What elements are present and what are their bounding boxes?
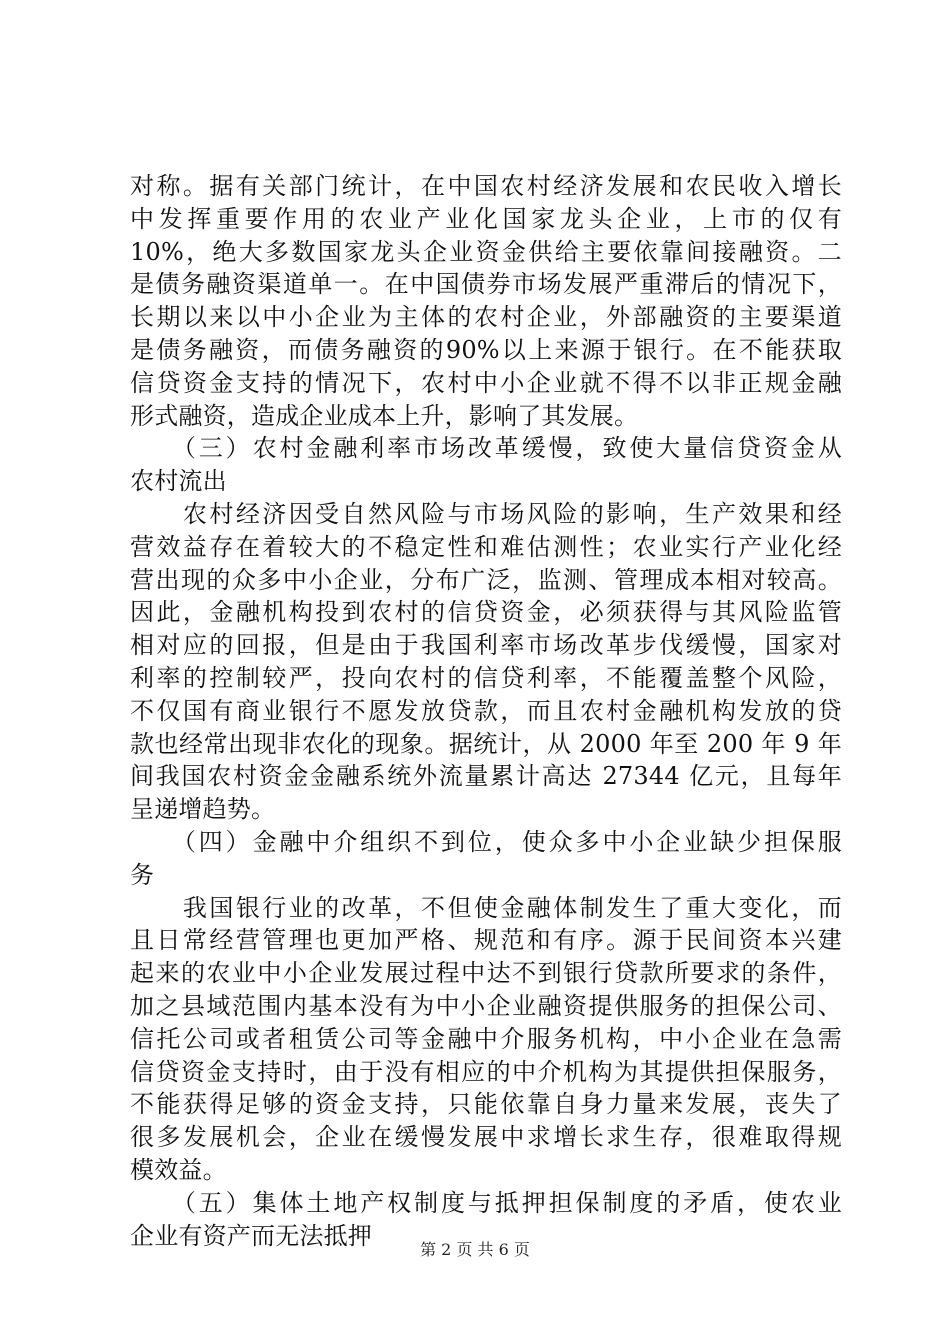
text-line: 因此，金融机构投到农村的信贷资金，必须获得与其风险监管: [130, 598, 842, 627]
text-line: 农村流出: [130, 467, 227, 496]
text-line: （四）金融中介组织不到位，使众多中小企业缺少担保服: [130, 827, 842, 856]
text-line: 农村经济因受自然风险与市场风险的影响，生产效果和经: [130, 499, 842, 528]
text-line: 很多发展机会，企业在缓慢发展中求增长求生存，很难取得规: [130, 1123, 842, 1152]
text-line: 营出现的众多中小企业，分布广泛，监测、管理成本相对较高。: [130, 565, 842, 594]
text-line: 信贷资金支持时，由于没有相应的中介机构为其提供担保服务，: [130, 1057, 842, 1086]
text-line: 中发挥重要作用的农业产业化国家龙头企业，上市的仅有: [130, 204, 842, 233]
text-line: 形式融资，造成企业成本上升，影响了其发展。: [130, 401, 639, 430]
text-line: 利率的控制较严，投向农村的信贷利率，不能覆盖整个风险，: [130, 663, 842, 692]
text-line: 模效益。: [130, 1155, 227, 1184]
page-footer: 第 2 页 共 6 页: [420, 1240, 530, 1259]
text-line: 加之县域范围内基本没有为中小企业融资提供服务的担保公司、: [130, 991, 842, 1020]
text-line: （五）集体土地产权制度与抵押担保制度的矛盾，使农业: [130, 1188, 842, 1217]
text-line: 间我国农村资金金融系统外流量累计高达 27344 亿元，且每年: [130, 762, 842, 791]
text-line: 款也经常出现非农化的现象。据统计，从 2000 年至 200 年 9 年: [130, 729, 842, 758]
text-line: （三）农村金融利率市场改革缓慢，致使大量信贷资金从: [130, 434, 842, 463]
document-body: [130, 170, 842, 1252]
text-line: 不能获得足够的资金支持，只能依靠自身力量来发展，丧失了: [130, 1090, 842, 1119]
text-line: 企业有资产而无法抵押: [130, 1221, 372, 1250]
text-line: 且日常经营管理也更加严格、规范和有序。源于民间资本兴建: [130, 926, 842, 955]
text-line: 10%，绝大多数国家龙头企业资金供给主要依靠间接融资。二: [130, 237, 842, 266]
text-line: 是债务融资渠道单一。在中国债券市场发展严重滞后的情况下，: [130, 270, 842, 299]
text-line: 是债务融资，而债务融资的90%以上来源于银行。在不能获取: [130, 335, 842, 364]
text-line: 相对应的回报，但是由于我国利率市场改革步伐缓慢，国家对: [130, 631, 842, 660]
text-line: 务: [130, 860, 155, 889]
text-line: 对称。据有关部门统计，在中国农村经济发展和农民收入增长: [130, 172, 842, 200]
text-line: 长期以来以中小企业为主体的农村企业，外部融资的主要渠道: [130, 303, 842, 332]
text-line: 不仅国有商业银行不愿发放贷款，而且农村金融机构发放的贷: [130, 696, 842, 725]
text-line: 营效益存在着较大的不稳定性和难估测性；农业实行产业化经: [130, 532, 842, 561]
text-line: 信贷资金支持的情况下，农村中小企业就不得不以非正规金融: [130, 368, 842, 397]
text-line: 我国银行业的改革，不但使金融体制发生了重大变化，而: [130, 893, 842, 922]
text-line: 起来的农业中小企业发展过程中达不到银行贷款所要求的条件，: [130, 959, 842, 988]
text-line: 呈递增趋势。: [130, 795, 276, 824]
text-line: 信托公司或者租赁公司等金融中介服务机构，中小企业在急需: [130, 1024, 842, 1053]
